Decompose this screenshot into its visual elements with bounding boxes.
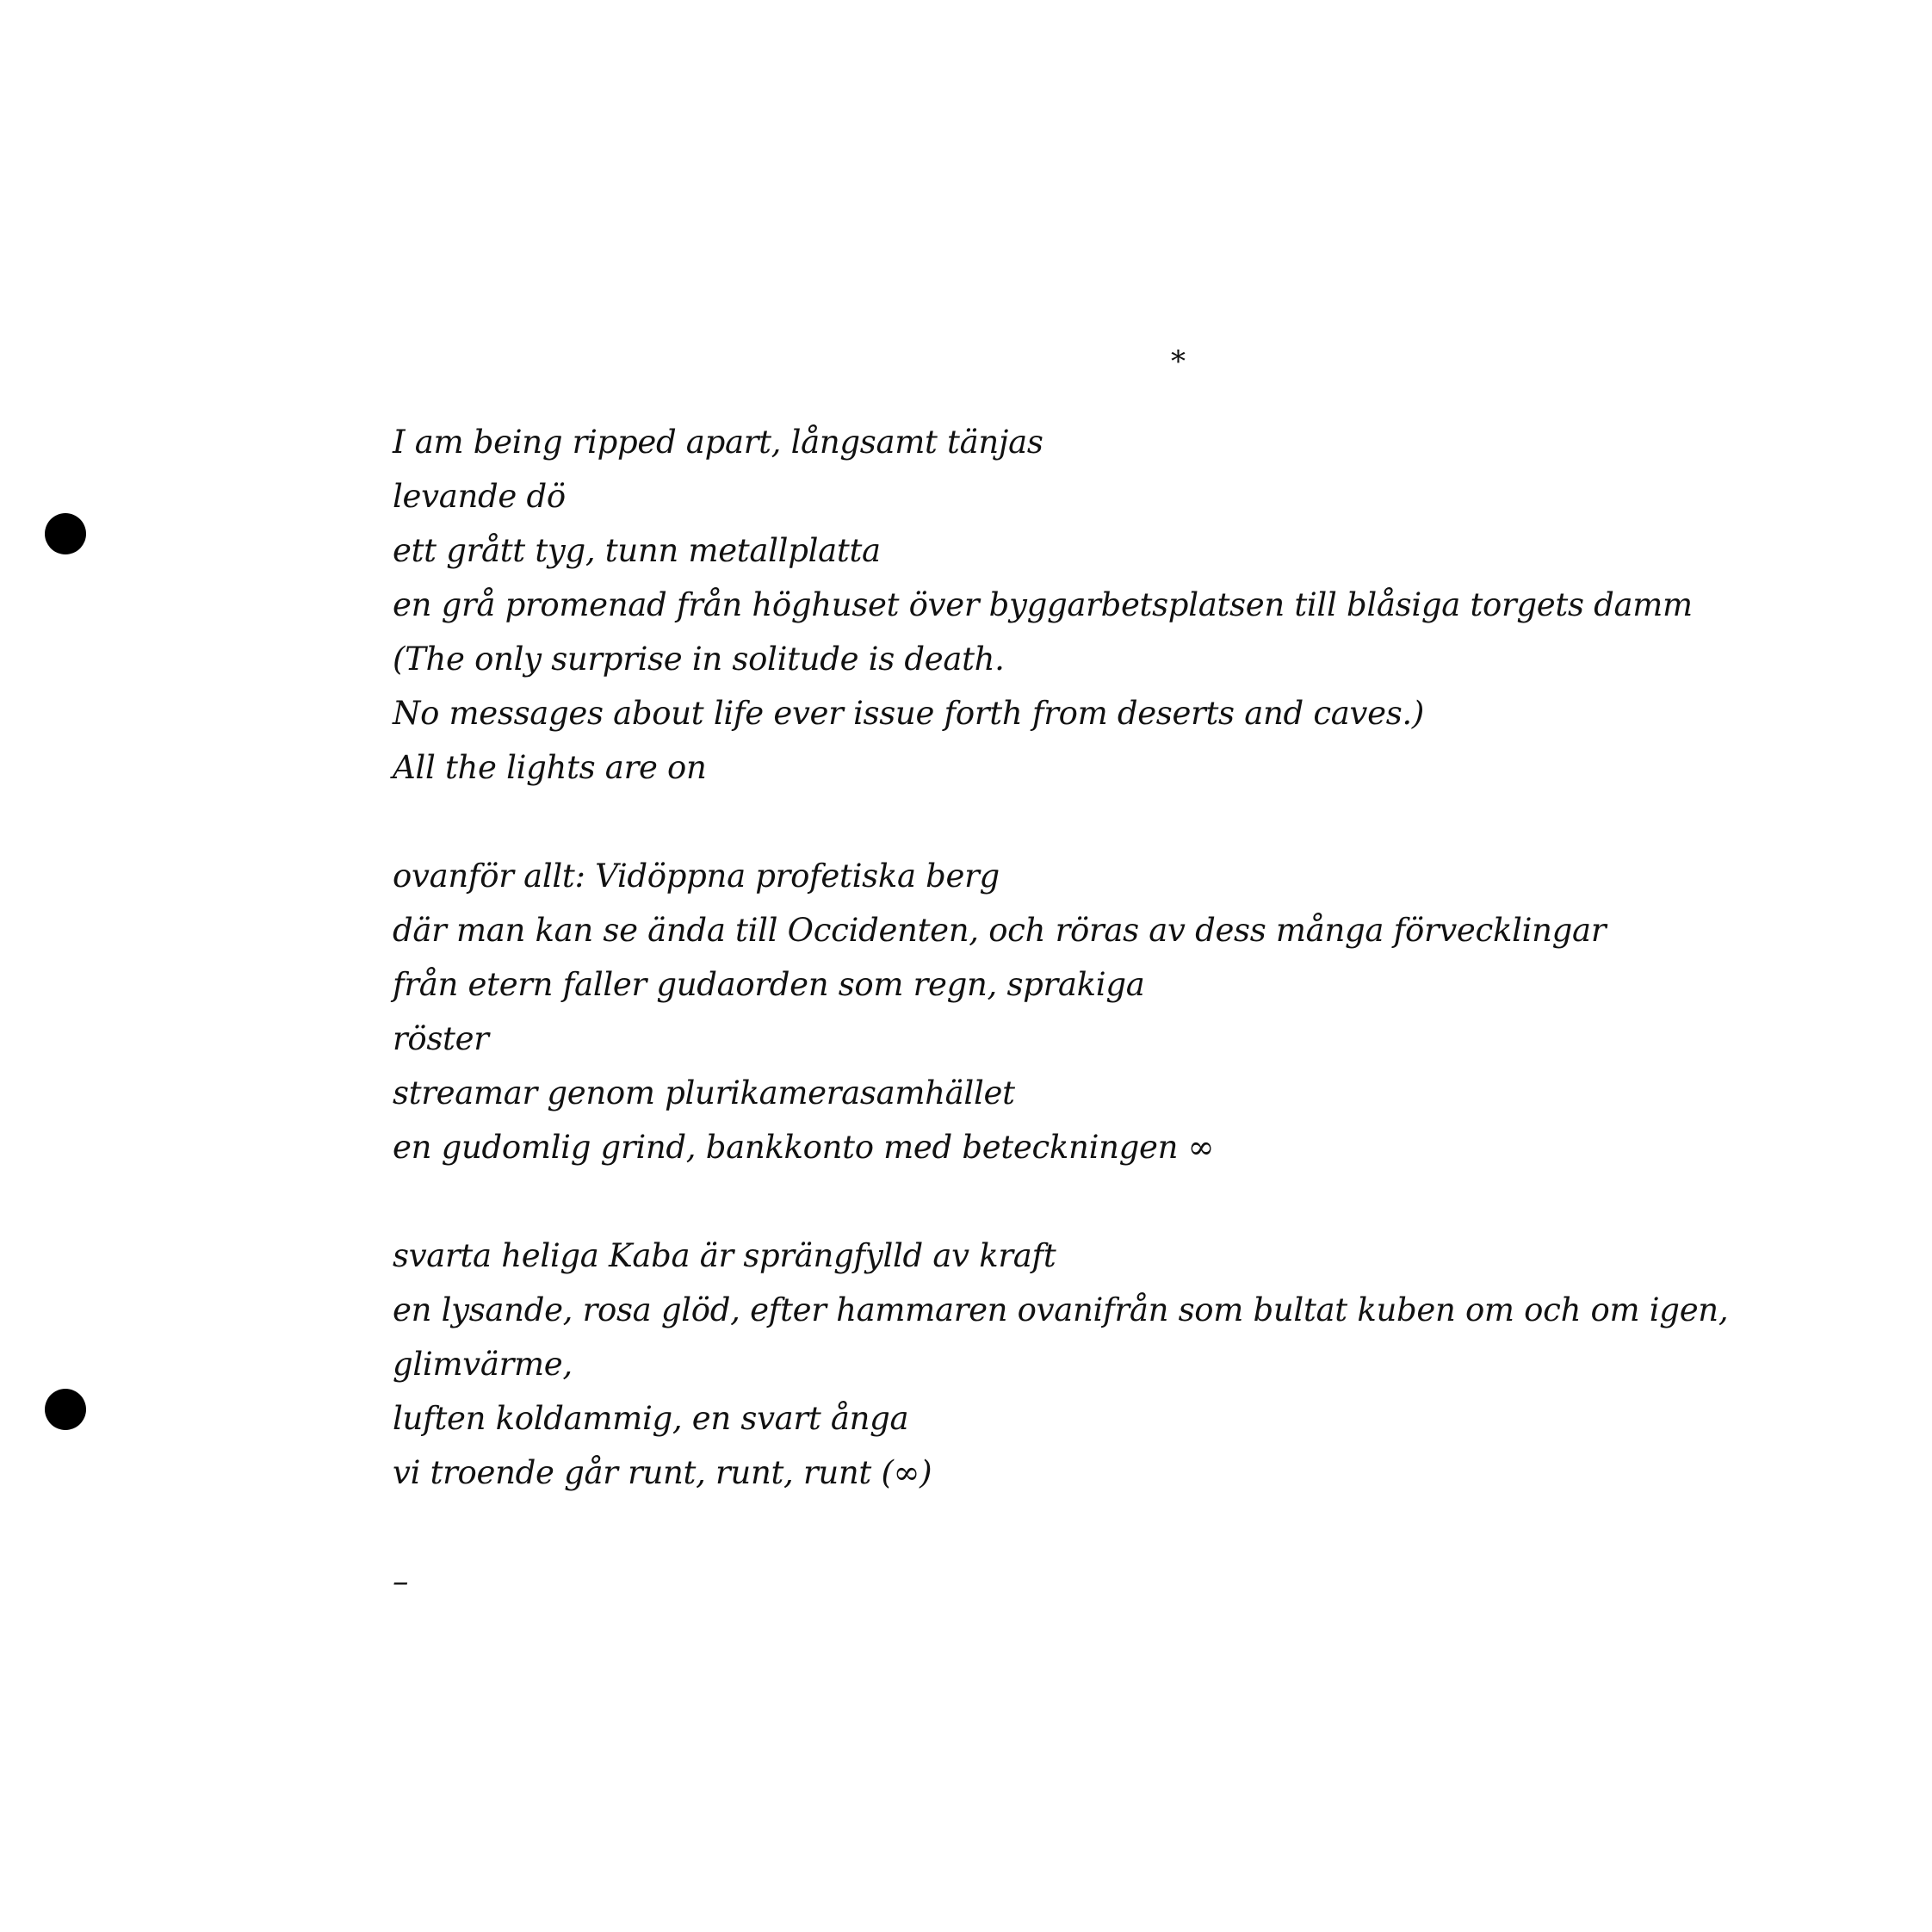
stanza-break [393, 1174, 1736, 1229]
poem-line: vi troende går runt, runt, runt (∞) [393, 1454, 932, 1491]
poem-line: luften koldammig, en svart ånga [393, 1400, 909, 1437]
stanza-break [393, 1500, 1736, 1554]
punch-hole-bottom [45, 1389, 86, 1430]
stanza-break [393, 795, 1736, 849]
poem-line: där man kan se ända till Occidenten, och röras av dess många förvecklingar [393, 912, 1607, 949]
poem-line: svarta heliga Kaba är sprängfylld av kraft [393, 1237, 1056, 1274]
poem-line: röster [393, 1020, 489, 1057]
poem-line: All the lights are on [393, 749, 707, 786]
poem-line: en gudomlig grind, bankkonto med beteckningen ∞ [393, 1129, 1215, 1166]
poem-line: från etern faller gudaorden som regn, sprakiga [393, 966, 1145, 1003]
end-dash: – [393, 1563, 409, 1600]
poem-line: en lysande, rosa glöd, efter hammaren ovanifrån som bultat kuben om och om igen, [393, 1291, 1729, 1328]
section-separator: * [1171, 344, 1186, 379]
poem-line: ovanför allt: Vidöppna profetiska berg [393, 858, 1000, 895]
poem-line: (The only surprise in solitude is death. [393, 641, 1005, 678]
poem-line: streamar genom plurikamerasamhället [393, 1074, 1015, 1112]
poem-line: I am being ripped apart, långsamt tänjas [393, 424, 1043, 461]
poem-line: en grå promenad från höghuset över byggarbetsplatsen till blåsiga torgets damm [393, 586, 1693, 623]
poem-line: No messages about life ever issue forth from deserts and caves.) [393, 695, 1424, 732]
poem-line: glimvärme, [393, 1346, 573, 1383]
poem-line: levande dö [393, 478, 566, 515]
poem-body [393, 415, 1736, 1608]
poem-line: ett grått tyg, tunn metallplatta [393, 532, 881, 569]
punch-hole-top [45, 513, 86, 554]
